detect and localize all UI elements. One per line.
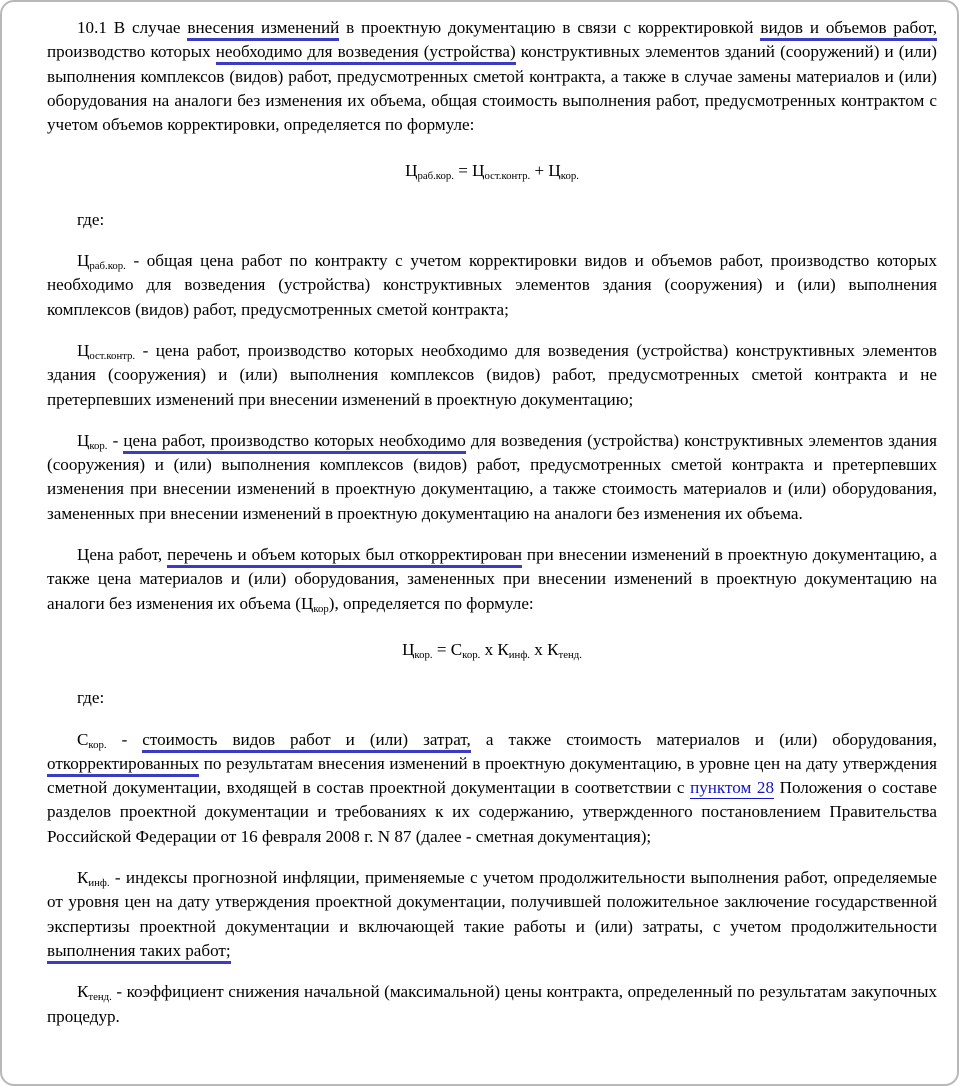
formula-subscript: кор. — [560, 170, 579, 183]
formula-subscript: кор. — [88, 738, 107, 751]
formula-symbol: $К_{тенд.}$ — [547, 639, 582, 661]
document-paragraph: Цена работ, перечень и объем которых был откорректирован при внесении изменений в проектную документацию, а также цена материалов и (или) оборудования, замененных при внесении изменений в проектную документацию на аналоги без изменения их объема $(Ц_{кор})$, определяется по формуле: — [47, 545, 937, 615]
formula-symbol: $Ц_{ост.контр.}$ — [472, 161, 531, 183]
document-paragraph: $Ц_{ост.контр.}$ - цена работ, производство которых необходимо для возведения (устройства) конструктивных элементов здания (сооружения) и (или) выполнения комплексов (видов) работ, предусмотренных сметой контракта и не претерпевших изменений при внесении изменений в проектную документацию; — [47, 340, 937, 409]
formula-subscript: тенд. — [558, 648, 582, 661]
formula-symbol: $Ц_{раб.кор.}$ — [405, 161, 454, 183]
formula-operator: х — [480, 639, 498, 659]
term-symbol-glyph: $К_{тенд.}$ — [77, 982, 112, 1004]
term-symbol-glyph: $Ц_{ост.контр.}$ — [77, 340, 136, 362]
term-symbol — [77, 431, 108, 450]
underlined-text: внесения изменений — [187, 18, 339, 41]
formula-line — [47, 638, 937, 662]
formula-subscript: инф. — [508, 648, 530, 661]
formula-subscript: раб.кор. — [89, 260, 126, 273]
term-symbol-glyph: $С_{кор.}$ — [77, 729, 107, 751]
term-symbol — [77, 868, 110, 890]
formula-operator: + — [530, 161, 549, 181]
underlined-text: стоимость видов работ и (или) затрат, — [142, 730, 471, 753]
document-paragraph: $К_{тенд.}$ - коэффициент снижения начальной (максимальной) цены контракта, определенный по результатам закупочных процедур. — [47, 982, 937, 1026]
term-symbol — [77, 251, 126, 273]
formula-subscript: ост.контр. — [89, 349, 136, 362]
document-link[interactable]: пунктом 28 — [690, 778, 774, 798]
term-symbol-glyph: $Ц_{раб.кор.}$ — [77, 251, 126, 273]
document-paragraph: $Ц_{раб.кор.}$ - общая цена работ по контракту с учетом корректировки видов и объемов работ, производство которых необходимо для возведения (устройства) конструктивных элементов здания (сооружения) и (или) выполнения комплексов (видов) работ, предусмотренных сметой контракта; — [47, 251, 937, 319]
formula-operator: = — [453, 161, 473, 181]
document-paragraph: 10.1 В случае внесения изменений в проектную документацию в связи с корректировкой видов и объемов работ, производство которых необходимо для возведения (устройства) конструктивных элементов зданий (сооружений) и (или) выполнения комплексов (видов) работ, предусмотренных сметой контракта, а также в случае замены материалов и (или) оборудования на аналоги без изменения их объема, общая стоимость выполнения работ, предусмотренных контрактом с учетом объемов корректировки, определяется по формуле: — [47, 18, 937, 135]
underlined-text: выполнения таких работ; — [47, 941, 231, 964]
term-symbol — [77, 341, 135, 360]
formula-symbol: $Ц_{кор.}$ — [548, 161, 579, 183]
formula-subscript: кор — [313, 602, 329, 615]
document-paragraph: $С_{кор.}$ - стоимость видов работ и (или) затрат, а также стоимость материалов и (или) оборудования, откорректированных по результатам внесения изменений в проектную документацию, в уровне цен на дату утверждения сметной документации, входящей в состав проектной документации в соответствии с пунктом 28 Положения о составе разделов проектной документации и требованиях к их содержанию, утвержденного постановлением Правительства Российской Федерации от 16 февраля 2008 г. N 87 (далее - сметная документация); — [47, 729, 937, 846]
formula-symbol: $К_{инф.}$ — [497, 639, 530, 661]
term-symbol-glyph: $К_{инф.}$ — [77, 868, 110, 890]
underlined-text: перечень и объем которых был откорректирован — [167, 545, 522, 568]
underlined-text: цена работ, производство которых необходимо — [123, 431, 465, 454]
formula-subscript: раб.кор. — [417, 170, 454, 183]
term-symbol-glyph: $Ц_{кор.}$ — [77, 430, 108, 452]
formula-subscript: ост.контр. — [484, 170, 531, 183]
formula-subscript: инф. — [88, 877, 110, 890]
term-symbol — [77, 730, 107, 749]
document-paragraph: $К_{инф.}$ - индексы прогнозной инфляции, применяемые с учетом продолжительности выполнения работ, определяемые от уровня цен на дату утверждения проектной документации, получившей положительное заключение государственной экспертизы проектной документации и включающей такие работы и (или) затраты, с учетом продолжительности выполнения таких работ; — [47, 866, 937, 963]
formula-operator: х — [530, 639, 548, 659]
document-paragraph: $Ц_{кор.}$ - цена работ, производство которых необходимо для возведения (устройства) конструктивных элементов здания (сооружения) и (или) выполнения комплексов (видов) работ, предусмотренных сметой контракта и претерпевших изменения при внесении изменений в проектную документацию, а также стоимость материалов и (или) оборудования, замененных при внесении изменений в проектную документацию на аналоги без изменения их объема. — [47, 430, 937, 523]
document-body — [47, 16, 937, 1029]
formula-subscript: тенд. — [88, 991, 112, 1004]
formula-subscript: кор. — [89, 439, 108, 452]
where-label: где: — [77, 688, 105, 708]
formula-subscript: кор. — [462, 648, 481, 661]
underlined-text: откорректированных — [47, 754, 199, 777]
formula-subscript: кор. — [414, 648, 433, 661]
underlined-text: видов и объемов работ, — [760, 18, 937, 41]
formula-symbol: $Ц_{кор.}$ — [402, 639, 433, 661]
formula-operator: = — [432, 639, 451, 659]
formula-symbol: $С_{кор.}$ — [450, 639, 481, 661]
formula-line — [47, 159, 937, 183]
where-label: где: — [77, 209, 105, 229]
inline-symbol: $Ц_{кор}$ — [300, 593, 329, 615]
underlined-text: необходимо для возведения (устройства) — [216, 42, 516, 65]
term-symbol — [77, 982, 112, 1004]
